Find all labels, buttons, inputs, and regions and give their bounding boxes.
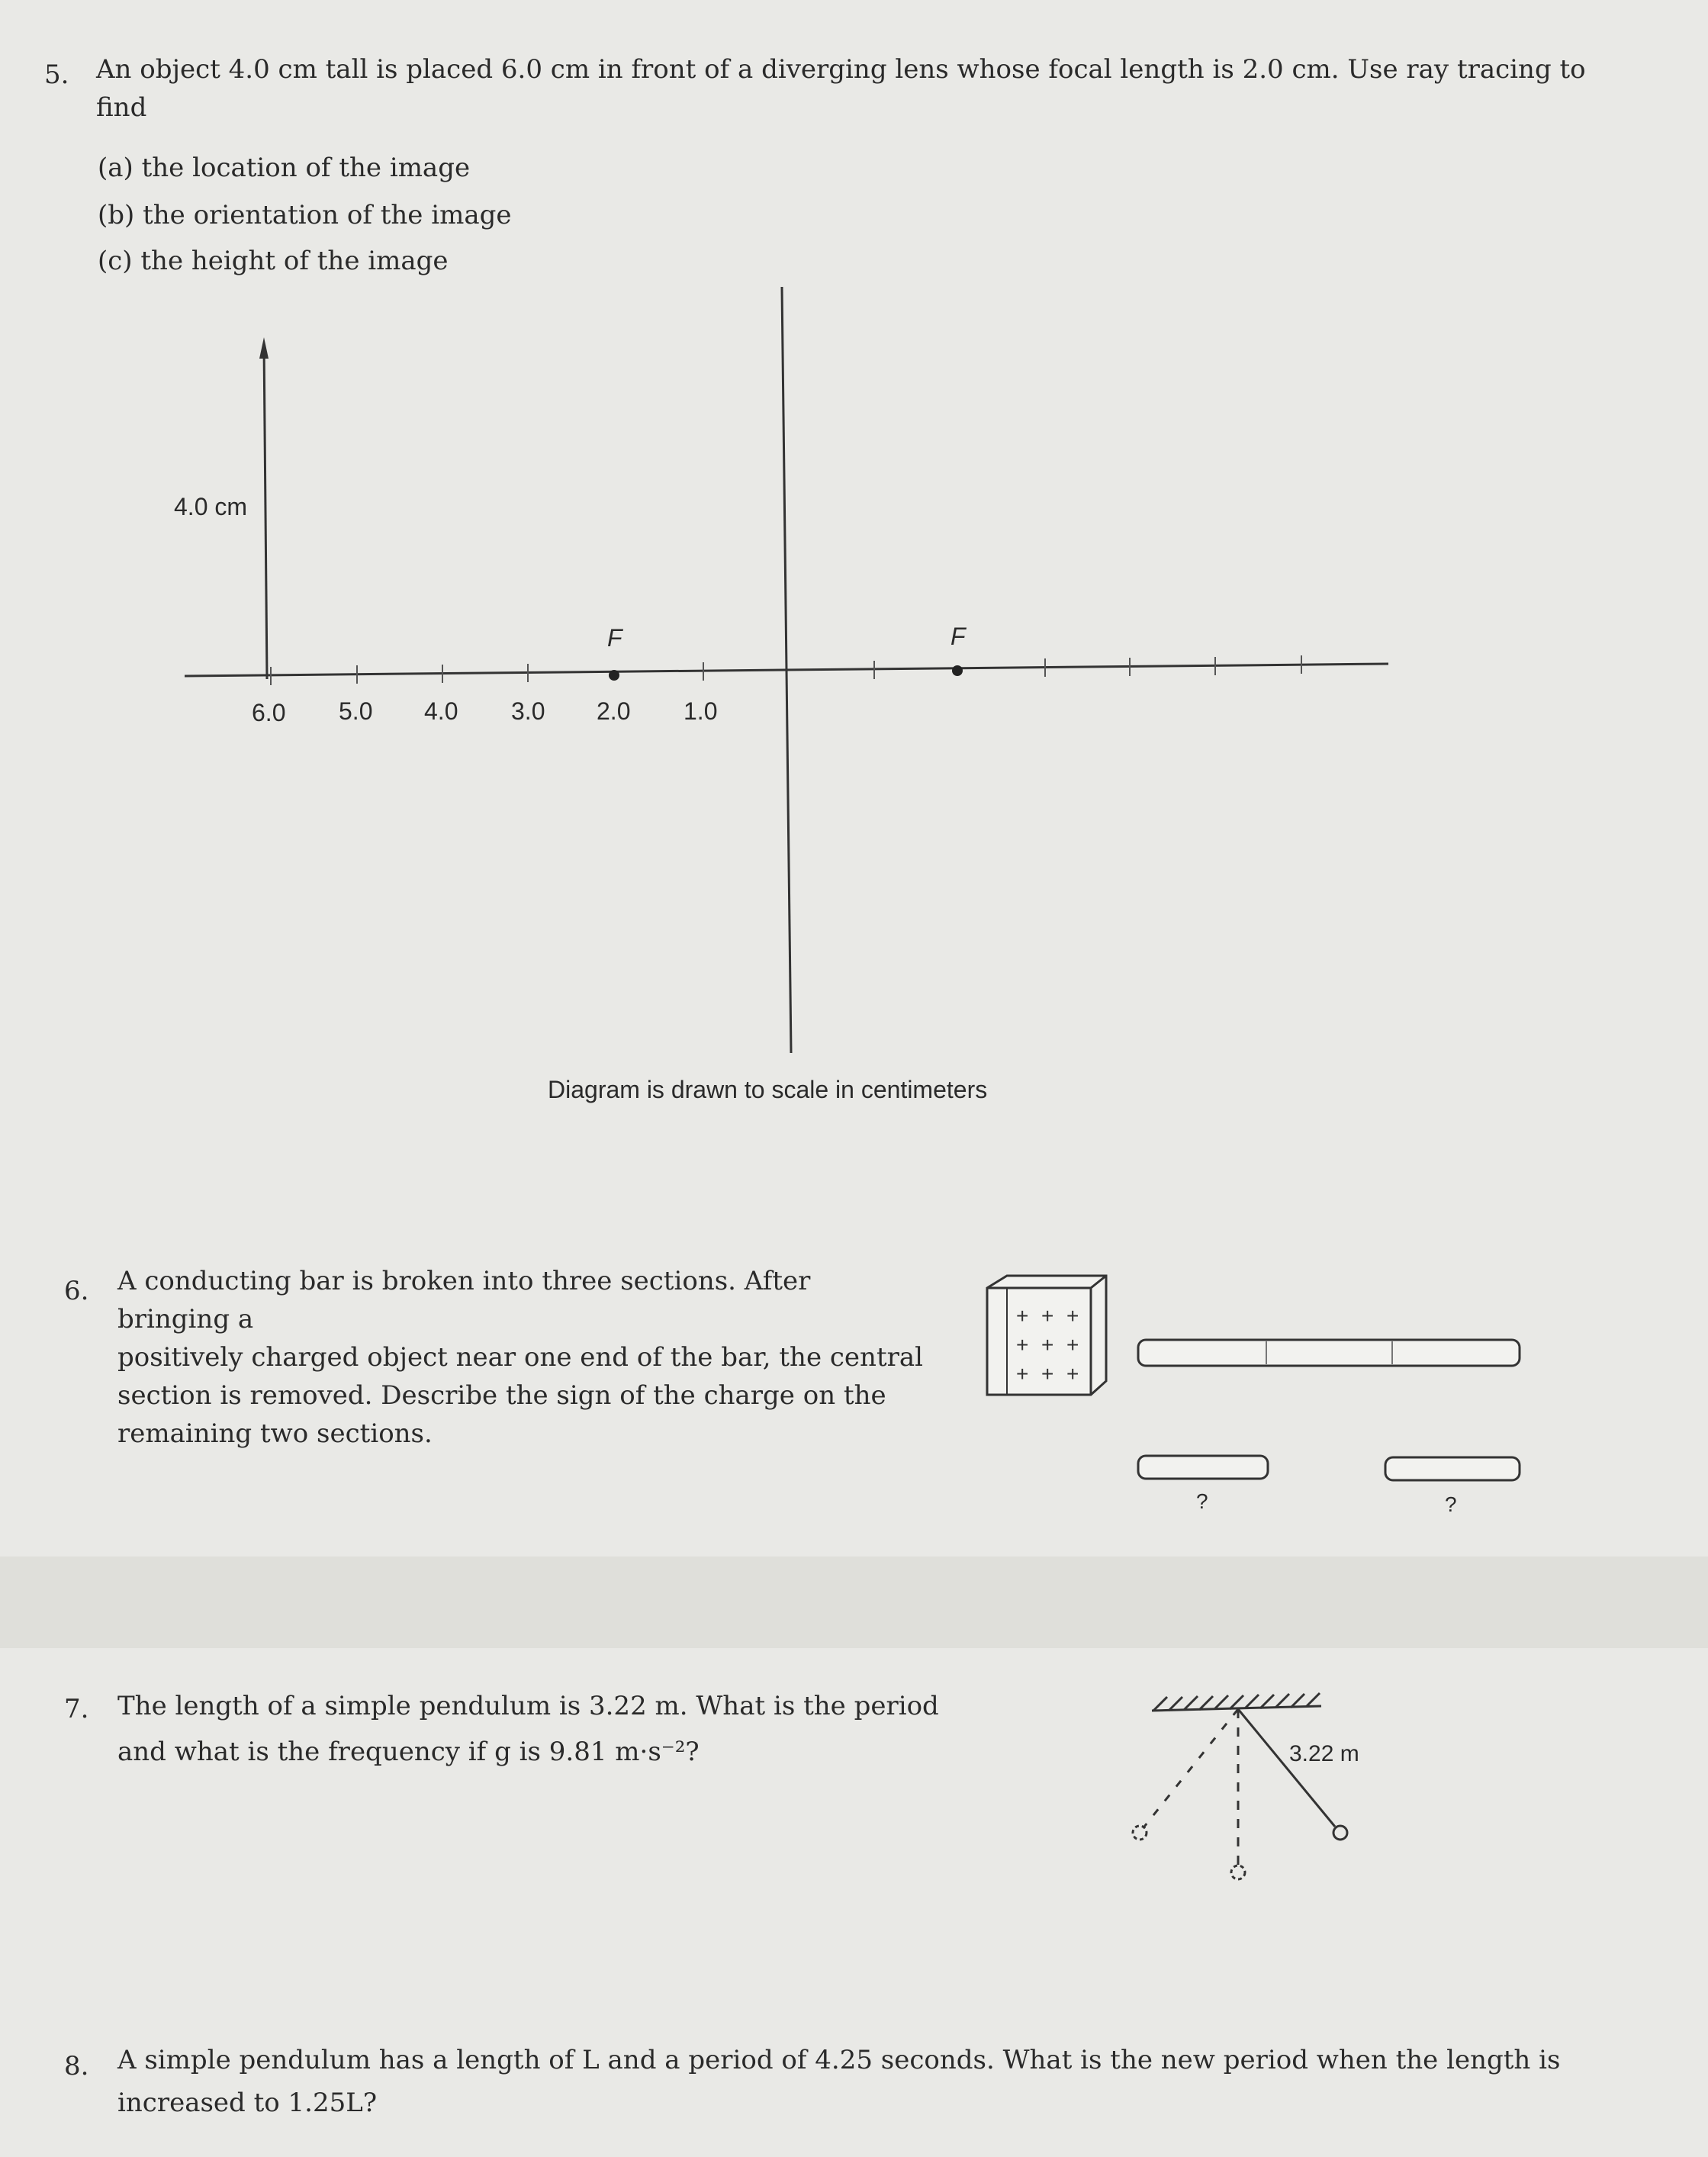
question-5-line-1: An object 4.0 cm tall is placed 6.0 cm in front of a diverging lens whose focal length is 2.0 cm. Use ray tracing to: [96, 54, 1586, 85]
svg-text:+: +: [1041, 1362, 1054, 1386]
question-6-line-4: remaining two sections.: [117, 1418, 433, 1449]
question-8-number: 8.: [64, 2051, 89, 2081]
tick-label-1: 1.0: [684, 697, 718, 725]
positive-charge-signs: [1016, 1304, 1079, 1386]
question-7-text: [117, 1683, 941, 1775]
question-6-number: 6.: [64, 1276, 89, 1306]
question-7-line-2: and what is the frequency if g is 9.81 m·s⁻²?: [117, 1737, 700, 1767]
svg-text:+: +: [1016, 1362, 1029, 1386]
svg-text:+: +: [1041, 1333, 1054, 1357]
question-5-part-b: (b) the orientation of the image: [98, 200, 512, 230]
right-bar-section: [1385, 1457, 1520, 1480]
question-6-line-1: A conducting bar is broken into three sections. After bringing a: [117, 1266, 811, 1334]
focal-label-right: F: [950, 623, 966, 650]
question-6-text: [117, 1262, 926, 1453]
focal-label-left: F: [607, 624, 622, 652]
svg-text:+: +: [1016, 1304, 1029, 1328]
svg-text:+: +: [1066, 1304, 1079, 1328]
left-section-unknown: ?: [1196, 1489, 1208, 1513]
question-5-part-a: (a) the location of the image: [98, 153, 471, 183]
question-5-part-c: (c) the height of the image: [98, 246, 449, 276]
svg-text:+: +: [1066, 1333, 1079, 1357]
tick-label-3: 3.0: [511, 697, 545, 725]
bob-rest-position: [1231, 1866, 1245, 1879]
pendulum-length-label: 3.22 m: [1289, 1741, 1359, 1766]
tick-label-5: 5.0: [339, 697, 373, 725]
tick-label-4: 4.0: [424, 697, 458, 725]
object-arrow-head: [259, 337, 269, 359]
tick-label-2: 2.0: [597, 697, 631, 725]
question-8-text: [117, 2039, 1689, 2124]
question-8-line-1: A simple pendulum has a length of L and a period of 4.25 seconds. What is the new period when the length is: [117, 2045, 1561, 2075]
bob-left-position: [1133, 1826, 1147, 1840]
question-6-line-3: section is removed. Describe the sign of the charge on the: [117, 1380, 886, 1411]
conducting-bar: [1138, 1340, 1520, 1366]
pendulum-bob: [1333, 1826, 1347, 1840]
object-arrow: [264, 343, 267, 679]
question-7-line-1: The length of a simple pendulum is 3.22 m. What is the period: [117, 1691, 939, 1721]
question-5-number: 5.: [44, 60, 69, 90]
left-swing-line: [1144, 1709, 1238, 1827]
diagram-caption: Diagram is drawn to scale in centimeters: [548, 1076, 988, 1103]
paper-shadow-band: [0, 1557, 1708, 1648]
question-6-line-2: positively charged object near one end of the bar, the central: [117, 1342, 924, 1373]
object-height-label: 4.0 cm: [174, 493, 248, 520]
question-5-line-2: find: [96, 92, 147, 123]
left-bar-section: [1138, 1456, 1268, 1479]
svg-text:+: +: [1066, 1362, 1079, 1386]
svg-text:+: +: [1041, 1304, 1054, 1328]
charged-object-cube: [987, 1276, 1106, 1395]
focal-point-right: [952, 665, 963, 676]
pendulum-diagram: [1114, 1679, 1434, 1892]
charged-bar-diagram: [976, 1274, 1541, 1503]
pendulum-string: [1238, 1709, 1335, 1827]
svg-text:+: +: [1016, 1333, 1029, 1357]
right-section-unknown: ?: [1445, 1492, 1457, 1516]
tick-label-6: 6.0: [252, 699, 286, 726]
focal-point-left: [609, 670, 619, 681]
question-7-number: 7.: [64, 1694, 89, 1724]
question-8-line-2: increased to 1.25L?: [117, 2088, 378, 2118]
